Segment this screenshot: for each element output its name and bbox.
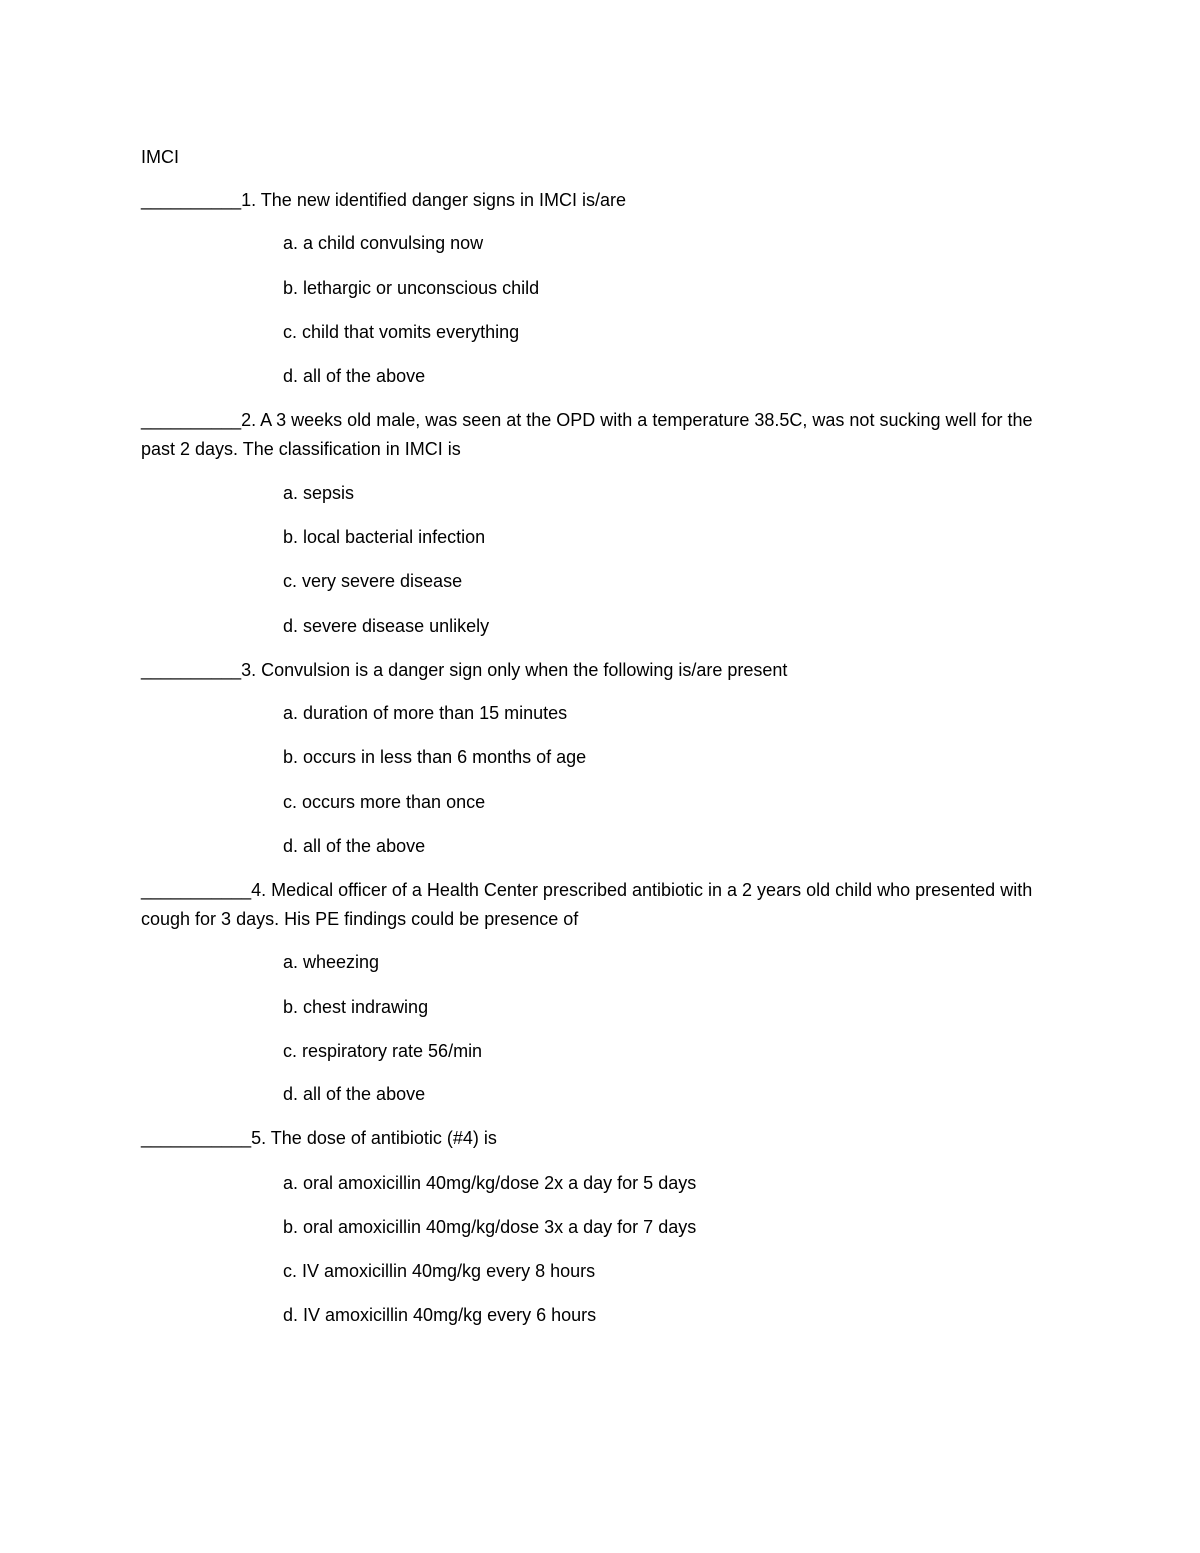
question-3-option-a: a. duration of more than 15 minutes xyxy=(283,703,568,723)
question-2-option-d: d. severe disease unlikely xyxy=(283,616,490,636)
question-3-option-c: c. occurs more than once xyxy=(283,792,486,812)
question-1-option-c: c. child that vomits everything xyxy=(283,322,520,342)
question-4-option-a: a. wheezing xyxy=(283,952,380,972)
question-2-option-c: c. very severe disease xyxy=(283,571,463,591)
question-4-option-b: b. chest indrawing xyxy=(283,997,429,1017)
question-5-option-d: d. IV amoxicillin 40mg/kg every 6 hours xyxy=(283,1305,597,1325)
question-1-option-d: d. all of the above xyxy=(283,366,426,386)
question-3-option-d: d. all of the above xyxy=(283,836,426,856)
question-4-text: ___________4. Medical officer of a Health Center prescribed antibiotic in a 2 years old child who presented with cough for 3 days. His PE findings could be presence of xyxy=(141,880,1033,929)
question-5-option-a: a. oral amoxicillin 40mg/kg/dose 2x a day for 5 days xyxy=(283,1173,697,1193)
question-2-text: __________2. A 3 weeks old male, was seen at the OPD with a temperature 38.5C, was not sucking well for the past 2 days. The classification in IMCI is xyxy=(141,410,1033,459)
question-1-text: __________1. The new identified danger signs in IMCI is/are xyxy=(141,190,626,210)
question-5-option-b: b. oral amoxicillin 40mg/kg/dose 3x a day for 7 days xyxy=(283,1217,697,1237)
question-2-option-a: a. sepsis xyxy=(283,483,355,503)
question-3-text: __________3. Convulsion is a danger sign only when the following is/are present xyxy=(141,660,788,680)
question-4-option-d: d. all of the above xyxy=(283,1084,426,1104)
question-1-option-a: a. a child convulsing now xyxy=(283,233,484,253)
document-title: IMCI xyxy=(141,147,179,167)
question-2-option-b: b. local bacterial infection xyxy=(283,527,486,547)
question-5-option-c: c. IV amoxicillin 40mg/kg every 8 hours xyxy=(283,1261,596,1281)
question-1-option-b: b. lethargic or unconscious child xyxy=(283,278,540,298)
question-5-text: ___________5. The dose of antibiotic (#4) is xyxy=(141,1128,497,1148)
question-4-option-c: c. respiratory rate 56/min xyxy=(283,1041,483,1061)
question-3-option-b: b. occurs in less than 6 months of age xyxy=(283,747,587,767)
